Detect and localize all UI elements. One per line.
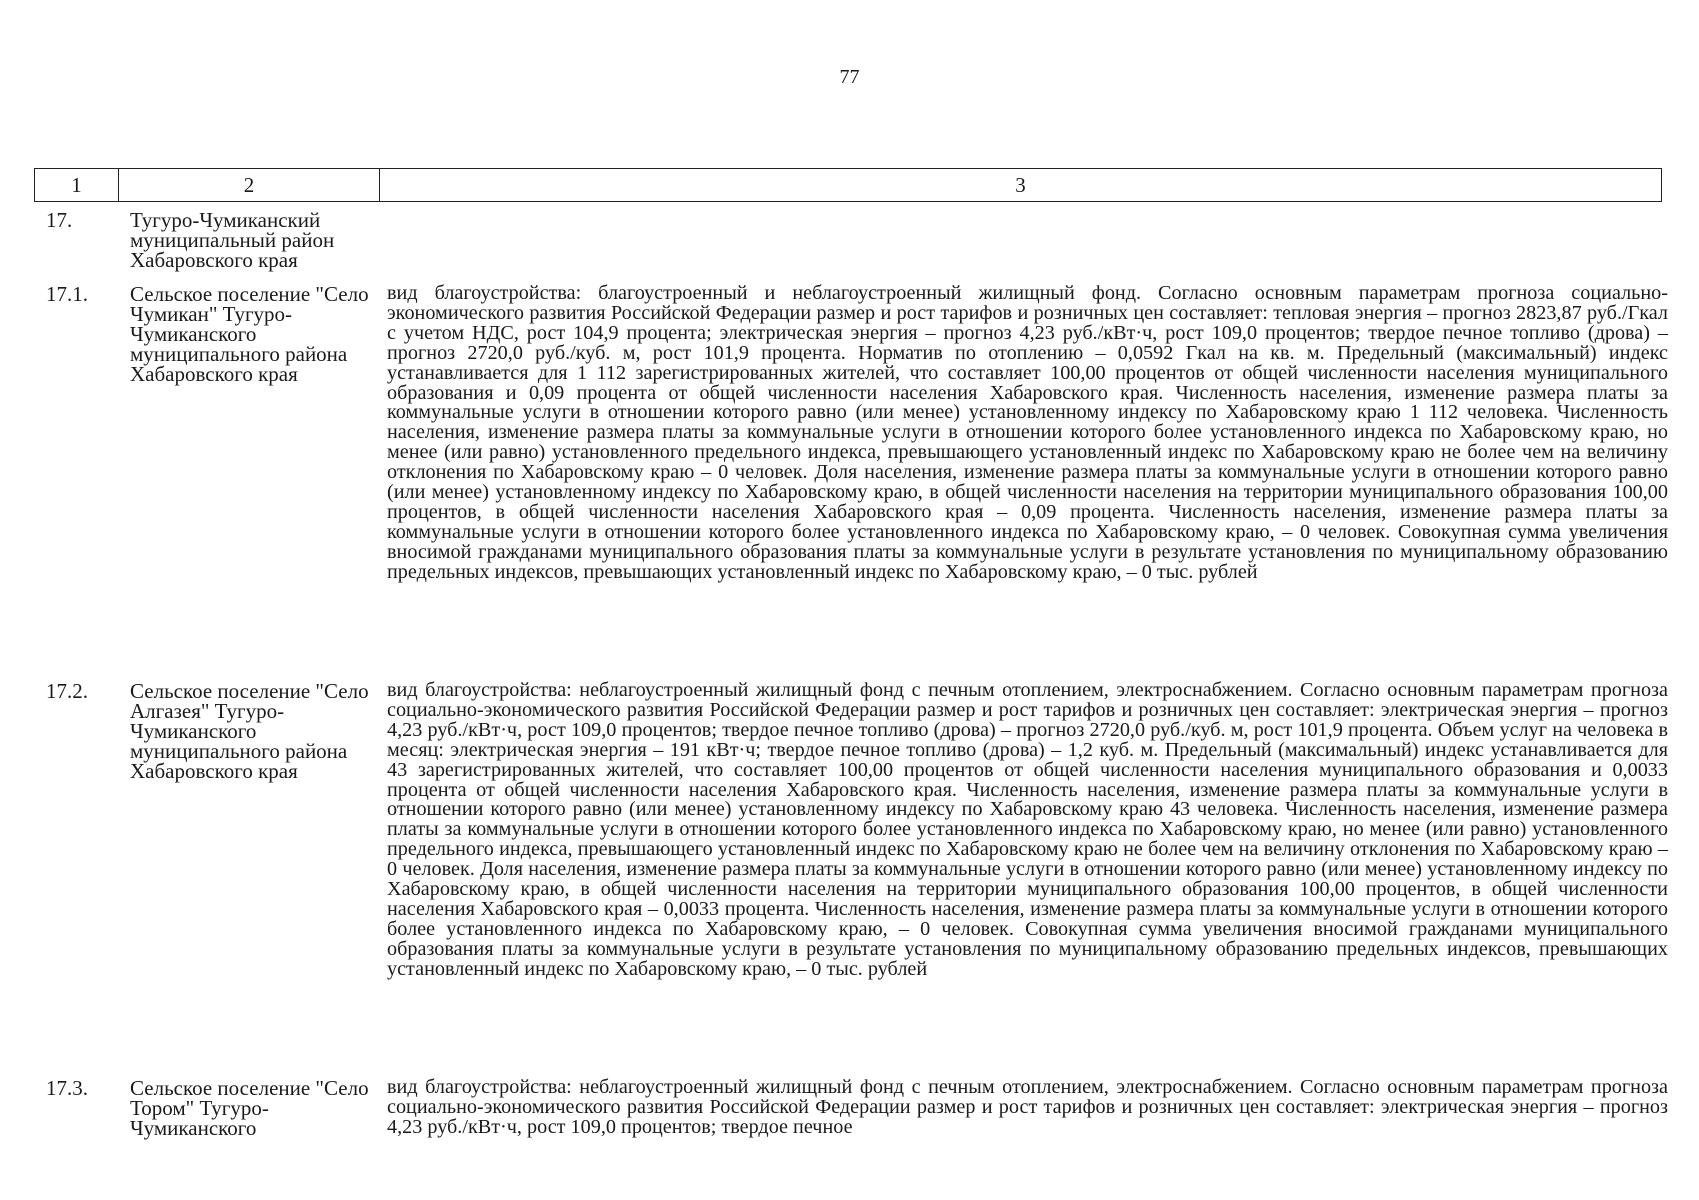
settlement-name: Сельское поселение "Село Алгазея" Тугуро-Чумиканского муниципального района Хабаровского края — [130, 679, 369, 783]
page-number: 77 — [839, 66, 860, 88]
settlement-name: Сельское поселение "Село Чумикан" Тугуро-Чумиканского муниципального района Хабаровского края — [130, 282, 369, 386]
row-number: 17.1. — [46, 282, 88, 306]
header-col-2: 2 — [119, 169, 380, 201]
settlement-name: Сельское поселение "Село Тором" Тугуро-Чумиканского — [130, 1076, 369, 1140]
row-number: 17.2. — [46, 679, 88, 703]
header-col-1: 1 — [35, 169, 119, 201]
settlement-description: вид благоустройства: неблагоустроенный жилищный фонд с печным отоплением, электроснабжением. Согласно основным параметрам прогноза социально-экономического развития Российской Федерации размер и рост тарифов и розничных цен составляет: электрическая энергия – прогноз 4,23 руб./кВт·ч, рост 109,0 процентов; твердое печное — [387, 1076, 1668, 1138]
settlement-description: вид благоустройства: благоустроенный и неблагоустроенный жилищный фонд. Согласно основным параметрам прогноза социально-экономического развития Российской Федерации размер и рост тарифов и розничных цен составляет: тепловая энергия – прогноз 2823,87 руб./Гкал с учетом НДС, рост 104,9 процента; электрическая энергия – прогноз 4,23 руб./кВт·ч, рост 109,0 процентов; твердое печное топливо (дрова) – прогноз 2720,0 руб./куб. м, рост 101,9 процента. Норматив по отоплению – 0,0592 Гкал на кв. м. Предельный (максимальный) индекс устанавливается для 1 112 зарегистрированных жителей, что составляет 100,00 процентов от общей численности населения муниципального образования и 0,09 процента от общей численности населения Хабаровского края. Численность населения, изменение размера платы за коммунальные услуги в отношении которого равно (или менее) установленному индексу по Хабаровскому краю 1 112 человека. Численность населения, изменение размера платы за коммунальные услуги в отношении которого более установленного индекса по Хабаровскому краю, но менее (или равно) установленного предельного индекса, превышающего установленный индекс по Хабаровскому краю не более чем на величину отклонения по Хабаровскому краю – 0 человек. Доля населения, изменение размера платы за коммунальные услуги в отношении которого равно (или менее) установленному индексу по Хабаровскому краю, в общей численности населения на территории муниципального образования 100,00 процентов, в общей численности населения Хабаровского края – 0,09 процента. Численность населения, изменение размера платы за коммунальные услуги в отношении которого более установленного индекса по Хабаровскому краю, – 0 человек. Совокупная сумма увеличения вносимой гражданами муниципального образования платы за коммунальные услуги в результате установления по муниципальному образованию предельных индексов, превышающих установленный индекс по Хабаровскому краю, – 0 тыс. рублей — [387, 282, 1668, 583]
settlement-description: вид благоустройства: неблагоустроенный жилищный фонд с печным отоплением, электроснабжением. Согласно основным параметрам прогноза социально-экономического развития Российской Федерации размер и рост тарифов и розничных цен составляет: электрическая энергия – прогноз 4,23 руб./кВт·ч, рост 109,0 процентов; твердое печное топливо (дрова) – прогноз 2720,0 руб./куб. м, рост 101,9 процента. Объем услуг на человека в месяц: электрическая энергия – 191 кВт·ч; твердое печное топливо (дрова) – 1,2 куб. м. Предельный (максимальный) индекс устанавливается для 43 зарегистрированных жителей, что составляет 100,00 процентов от общей численности населения муниципального образования и 0,0033 процента от общей численности населения Хабаровского края. Численность населения, изменение размера платы за коммунальные услуги в отношении которого равно (или менее) установленному индексу по Хабаровскому краю 43 человека. Численность населения, изменение размера платы за коммунальные услуги в отношении которого более установленного индекса по Хабаровскому краю, но менее (или равно) установленного предельного индекса, превышающего установленный индекс по Хабаровскому краю не более чем на величину отклонения по Хабаровскому краю – 0 человек. Доля населения, изменение размера платы за коммунальные услуги в отношении которого равно (или менее) установленному индексу по Хабаровскому краю, в общей численности населения на территории муниципального образования 100,00 процентов, в общей численности населения Хабаровского края – 0,0033 процента. Численность населения, изменение размера платы за коммунальные услуги в отношении которого более установленного индекса по Хабаровскому краю, – 0 человек. Совокупная сумма увеличения вносимой гражданами муниципального образования платы за коммунальные услуги в результате установления по муниципальному образованию предельных индексов, превышающих установленный индекс по Хабаровскому краю, – 0 тыс. рублей — [387, 679, 1668, 980]
district-name: Тугуро-Чумиканский муниципальный район Хабаровского края — [130, 208, 335, 272]
row-number: 17.3. — [46, 1076, 88, 1100]
header-col-3: 3 — [1015, 172, 1026, 197]
row-number: 17. — [46, 208, 73, 232]
table-header — [34, 168, 1662, 202]
